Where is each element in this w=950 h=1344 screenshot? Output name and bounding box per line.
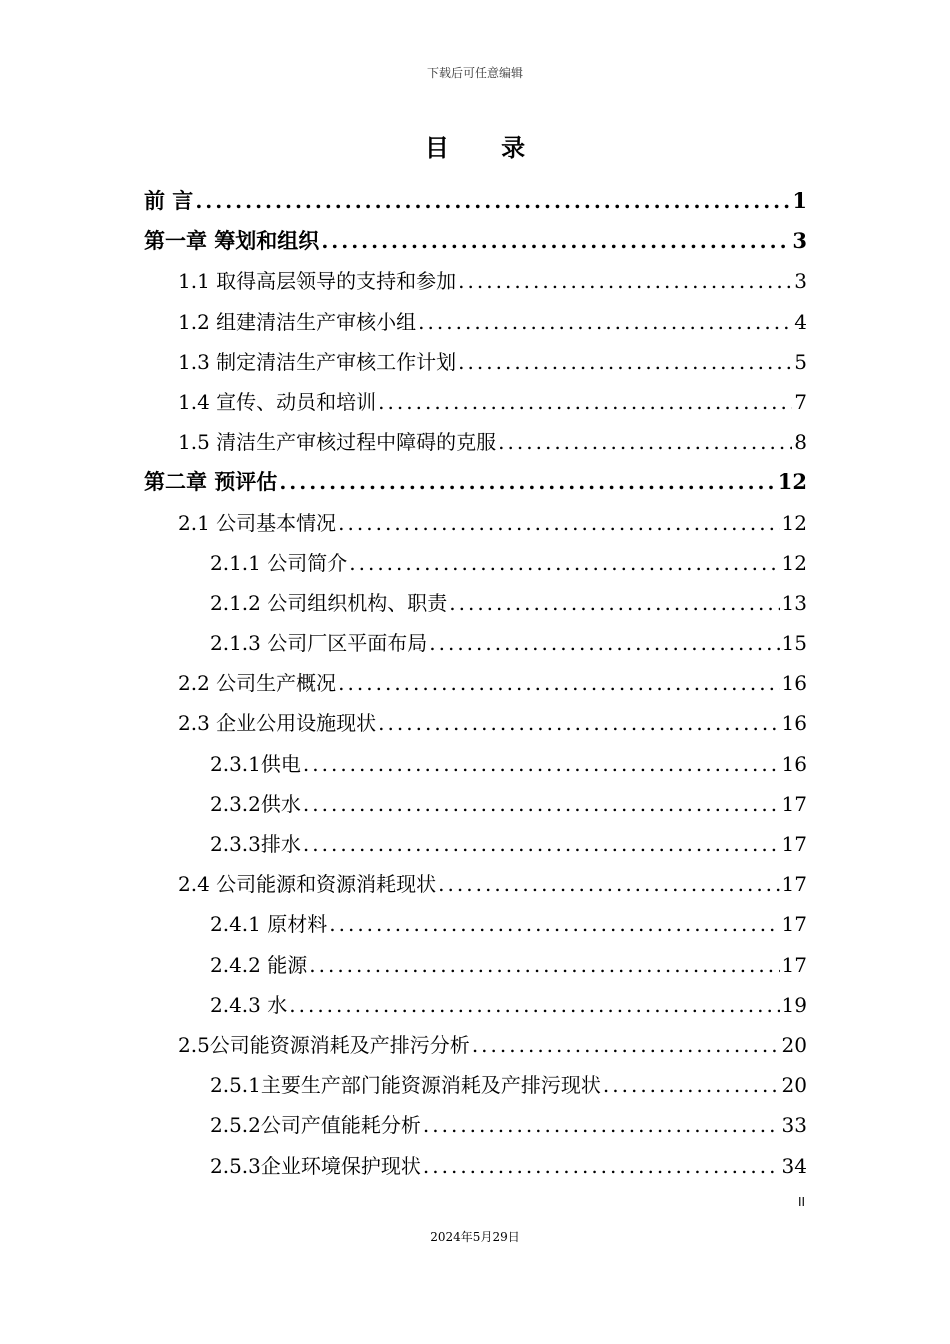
toc-leader-dots [447, 583, 779, 623]
toc-entry-label: 第一章 筹划和组织 [144, 228, 320, 254]
toc-entry[interactable] [144, 864, 807, 904]
toc-entry-label: 2.4.3 水 [210, 992, 288, 1017]
toc-entry[interactable] [144, 945, 807, 985]
toc-leader-dots [470, 1025, 780, 1065]
toc-entry[interactable] [144, 503, 807, 543]
toc-leader-dots [421, 1146, 780, 1186]
toc-entry-label: 2.1.3 公司厂区平面布局 [210, 631, 428, 656]
toc-entry-label: 2.1.2 公司组织机构、职责 [210, 590, 448, 615]
toc-leader-dots [319, 221, 790, 261]
toc-entry-page: 16 [781, 711, 807, 736]
table-of-contents [144, 181, 807, 1186]
toc-entry[interactable] [144, 1105, 807, 1145]
toc-entry-page: 3 [792, 228, 807, 254]
toc-entry-label: 2.3.1供电 [210, 751, 301, 776]
toc-entry-page: 12 [781, 550, 807, 575]
toc-leader-dots [376, 703, 779, 743]
toc-entry-label: 2.3.2供水 [210, 791, 301, 816]
toc-entry[interactable] [144, 342, 807, 382]
toc-entry-label: 2.5.2公司产值能耗分析 [210, 1113, 421, 1138]
toc-title: 目 录 [424, 133, 548, 162]
toc-entry-page: 20 [781, 1073, 807, 1098]
toc-entry-label: 前 言 [144, 188, 194, 213]
toc-entry[interactable] [144, 422, 807, 462]
toc-leader-dots [421, 1105, 780, 1145]
toc-entry-page: 7 [794, 389, 807, 414]
toc-entry-page: 16 [781, 751, 807, 776]
toc-entry[interactable] [144, 824, 807, 864]
toc-entry[interactable] [144, 181, 807, 221]
toc-entry-page: 17 [781, 832, 807, 856]
toc-entry-page: 12 [781, 510, 807, 535]
toc-leader-dots [301, 824, 780, 864]
toc-entry-page: 1 [792, 188, 807, 213]
toc-leader-dots [427, 623, 779, 663]
toc-entry-page: 17 [781, 952, 807, 977]
toc-entry-label: 第二章 预评估 [144, 469, 278, 495]
toc-entry-page: 20 [781, 1032, 807, 1057]
toc-entry[interactable] [144, 382, 807, 422]
toc-entry-page: 8 [794, 430, 807, 455]
toc-entry-label: 2.5.3企业环境保护现状 [210, 1153, 421, 1178]
toc-entry[interactable] [144, 985, 807, 1025]
toc-entry-label: 2.5.1主要生产部门能资源消耗及产排污现状 [210, 1073, 601, 1098]
toc-entry[interactable] [144, 623, 807, 663]
header-note: 下载后可任意编辑 [426, 66, 523, 80]
toc-entry-label: 1.4 宣传、动员和培训 [178, 389, 377, 414]
toc-entry[interactable] [144, 744, 807, 784]
toc-entry-page: 5 [794, 349, 807, 374]
toc-entry-label: 1.5 清洁生产审核过程中障碍的克服 [178, 430, 497, 455]
toc-entry[interactable] [144, 261, 807, 301]
toc-leader-dots [601, 1065, 780, 1105]
toc-leader-dots [496, 422, 792, 462]
toc-entry-page: 4 [794, 309, 807, 334]
toc-entry-label: 2.4 公司能源和资源消耗现状 [178, 872, 437, 897]
toc-leader-dots [307, 945, 779, 985]
toc-entry-label: 1.3 制定清洁生产审核工作计划 [178, 349, 457, 374]
toc-leader-dots [456, 261, 792, 301]
toc-entry-label: 1.1 取得高层领导的支持和参加 [178, 269, 457, 294]
toc-leader-dots [416, 302, 792, 342]
toc-leader-dots [301, 784, 780, 824]
toc-entry[interactable] [144, 1065, 807, 1105]
toc-entry[interactable] [144, 462, 807, 502]
toc-entry[interactable] [144, 784, 807, 824]
toc-entry-label: 2.3.3排水 [210, 832, 301, 856]
toc-entry-label: 2.3 企业公用设施现状 [178, 711, 377, 736]
toc-leader-dots [277, 462, 775, 502]
toc-entry-label: 2.1 公司基本情况 [178, 510, 337, 535]
toc-leader-dots [336, 663, 779, 703]
toc-leader-dots [336, 503, 779, 543]
toc-leader-dots [287, 985, 779, 1025]
toc-entry[interactable] [144, 302, 807, 342]
toc-entry[interactable] [144, 221, 807, 261]
toc-entry-label: 2.5公司能资源消耗及产排污分析 [178, 1032, 470, 1057]
toc-entry-page: 33 [781, 1113, 807, 1138]
toc-entry-page: 19 [781, 992, 807, 1017]
toc-entry-page: 16 [781, 671, 807, 696]
toc-entry[interactable] [144, 904, 807, 944]
toc-entry-page: 34 [781, 1153, 807, 1178]
toc-leader-dots [327, 904, 779, 944]
toc-entry-page: 15 [781, 631, 807, 656]
toc-entry[interactable] [144, 583, 807, 623]
toc-entry-label: 2.4.1 原材料 [210, 912, 328, 937]
toc-entry-label: 2.2 公司生产概况 [178, 671, 337, 696]
toc-leader-dots [376, 382, 792, 422]
toc-leader-dots [301, 744, 780, 784]
toc-entry[interactable] [144, 703, 807, 743]
footer-date: 2024年5月29日 [430, 1230, 520, 1244]
toc-entry-page: 17 [781, 912, 807, 937]
toc-leader-dots [436, 864, 779, 904]
toc-leader-dots [456, 342, 792, 382]
toc-entry-label: 2.1.1 公司简介 [210, 550, 348, 575]
toc-entry-page: 3 [794, 269, 807, 294]
toc-entry[interactable] [144, 543, 807, 583]
toc-entry[interactable] [144, 663, 807, 703]
toc-entry-page: 17 [781, 872, 807, 897]
toc-entry-label: 2.4.2 能源 [210, 952, 308, 977]
toc-entry-page: 12 [777, 469, 807, 495]
toc-entry-page: 13 [781, 590, 807, 615]
toc-entry-page: 17 [781, 791, 807, 816]
toc-leader-dots [347, 543, 779, 583]
toc-leader-dots [193, 181, 790, 221]
toc-entry[interactable] [144, 1146, 807, 1186]
toc-entry-label: 1.2 组建清洁生产审核小组 [178, 309, 417, 334]
page-number: II [798, 1195, 806, 1209]
toc-entry[interactable] [144, 1025, 807, 1065]
